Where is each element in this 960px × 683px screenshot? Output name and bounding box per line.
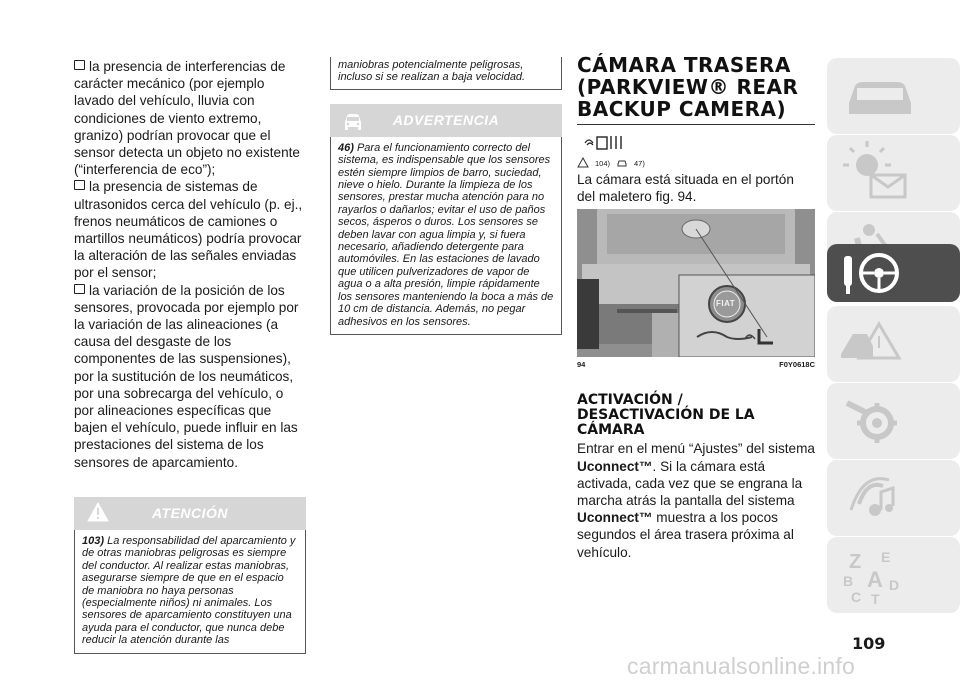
figure-rear-camera bbox=[577, 209, 815, 357]
index-letter: T bbox=[871, 591, 880, 607]
tab-maintenance[interactable] bbox=[827, 383, 960, 459]
checkbox-bullet-icon bbox=[74, 284, 85, 294]
key-steering-icon bbox=[827, 244, 960, 302]
list-item: la presencia de interferencias de carácter mecánico (por ejemplo lavado del vehículo, lluvia con condiciones de viento extremo, granizo) podrían provocar que el sensor detecta un objeto no existente (“interferencia de eco”); bbox=[74, 59, 300, 178]
note-text: La responsabilidad del aparcamiento y de otras maniobras peligrosas es siempre del conductor. Al realizar estas maniobras, asegurarse siempre de que en el espacio de maniobra no haya personas (especialmente niños) ni animales. Los sensores de aparcamiento constituyen una ayuda para el conductor, que nunca debe reducir la atención durante las bbox=[82, 534, 296, 647]
attention-body bbox=[74, 530, 306, 654]
list-item: la variación de la posición de los sensores, provocada por ejemplo por la variación de las alineaciones (a causa del desgaste de los componentes de las suspensiones), por la sustitución de los neumáticos, por una sobrecarga del vehículo, o por alineaciones específicas que bajen el vehículo, puede influir en las prestaciones del sistema de los sensores de aparcamiento. bbox=[74, 282, 299, 470]
brand-uconnect: Uconnect™ bbox=[577, 510, 653, 526]
media-icon bbox=[827, 460, 960, 536]
attention-title: ATENCIÓN bbox=[151, 504, 229, 521]
rear-car-illustration bbox=[577, 209, 815, 357]
fiat-badge-text: FIAT bbox=[716, 299, 736, 309]
reference-icons bbox=[577, 133, 815, 155]
warning-lights-icon bbox=[827, 135, 960, 211]
subsection-title: ACTIVACIÓN / DESACTIVACIÓN DE LA CÁMARA bbox=[577, 392, 755, 439]
figure-number: 94 bbox=[577, 360, 586, 370]
note-continuation: maniobras potencialmente peligrosas, incluso si se realizan a baja velocidad. bbox=[330, 57, 562, 90]
wrench-gear-icon bbox=[827, 383, 960, 459]
column-3 bbox=[577, 54, 815, 561]
tab-warning-lights[interactable] bbox=[827, 135, 960, 211]
section-title: CÁMARA TRASERA (PARKVIEW® REAR BACKUP CAMERA) bbox=[577, 53, 799, 121]
tab-key-steering-active[interactable] bbox=[827, 244, 960, 302]
note-text: Para el funcionamiento correcto del sistema, es indispensable que los sensores estén siempre limpios de barro, suciedad, nieve o hielo. Durante la limpieza de los sensores, prestar mucha atención para no rayarlos o dañarlos; evitar el uso de paños secos, ásperos o duros. Los sensores se deben lavar con agua limpia y, si fuera necesario, añadiendo detergente para automóviles. En las estaciones de lavado que utilicen pulverizadores de vapor de agua o a alta presión, limpie rápidamente los sensores manteniendo la boca a más de 10 cm de distancia. Además, no pegar adhesivos en los sensores. bbox=[338, 141, 554, 328]
note-number: 46) bbox=[338, 141, 354, 154]
advertencia-body bbox=[330, 137, 562, 335]
checkbox-bullet-icon bbox=[74, 180, 85, 190]
watermark: carmanualsonline.info bbox=[627, 653, 855, 679]
index-letter: C bbox=[851, 589, 862, 605]
note-references bbox=[577, 157, 815, 168]
camera-symbol-icon bbox=[583, 133, 627, 155]
warning-triangle-icon bbox=[577, 157, 589, 168]
index-letter: A bbox=[867, 567, 883, 592]
car-warning-icon bbox=[616, 157, 628, 168]
column-1 bbox=[74, 58, 306, 654]
index-letter: Z bbox=[849, 551, 862, 573]
figure-caption bbox=[577, 360, 815, 369]
index-letter: D bbox=[889, 577, 900, 593]
checkbox-bullet-icon bbox=[74, 60, 85, 70]
tab-car[interactable] bbox=[827, 58, 960, 134]
tab-multimedia[interactable] bbox=[827, 460, 960, 536]
tab-emergency[interactable] bbox=[827, 306, 960, 382]
attention-header bbox=[74, 497, 306, 530]
brand-uconnect: Uconnect™ bbox=[577, 458, 653, 474]
ref-104: 104) bbox=[595, 159, 611, 168]
list-item: la presencia de sistemas de ultrasonidos cerca del vehículo (p. ej., frenos neumáticos de camiones o martillos neumáticos) podría provocar la alteración de las señales enviadas por el sensor; bbox=[74, 179, 303, 281]
title-rule bbox=[577, 124, 815, 125]
index-letter: E bbox=[881, 549, 891, 565]
ref-47: 47) bbox=[634, 159, 645, 168]
intro-text: La cámara está situada en el portón del maletero fig. 94. bbox=[577, 172, 794, 205]
advertencia-title: ADVERTENCIA bbox=[392, 111, 500, 128]
emergency-icon bbox=[827, 306, 960, 382]
page-number: 109 bbox=[852, 634, 886, 653]
note-number: 103) bbox=[82, 534, 105, 547]
car-icon bbox=[827, 58, 960, 134]
advertencia-header bbox=[330, 104, 562, 137]
column-2 bbox=[330, 58, 562, 335]
tab-index[interactable] bbox=[827, 537, 960, 613]
index-letter: B bbox=[843, 573, 854, 589]
activation-paragraph: Entrar en el menú “Ajustes” del sistema Uconnect™. Si la cámara está activada, cada vez que se engrana la marcha atrás la pantalla del sistema Uconnect™ muestra a los pocos segundos el área trasera próxima al vehículo. bbox=[577, 441, 815, 560]
figure-code: F0Y0618C bbox=[779, 360, 815, 370]
